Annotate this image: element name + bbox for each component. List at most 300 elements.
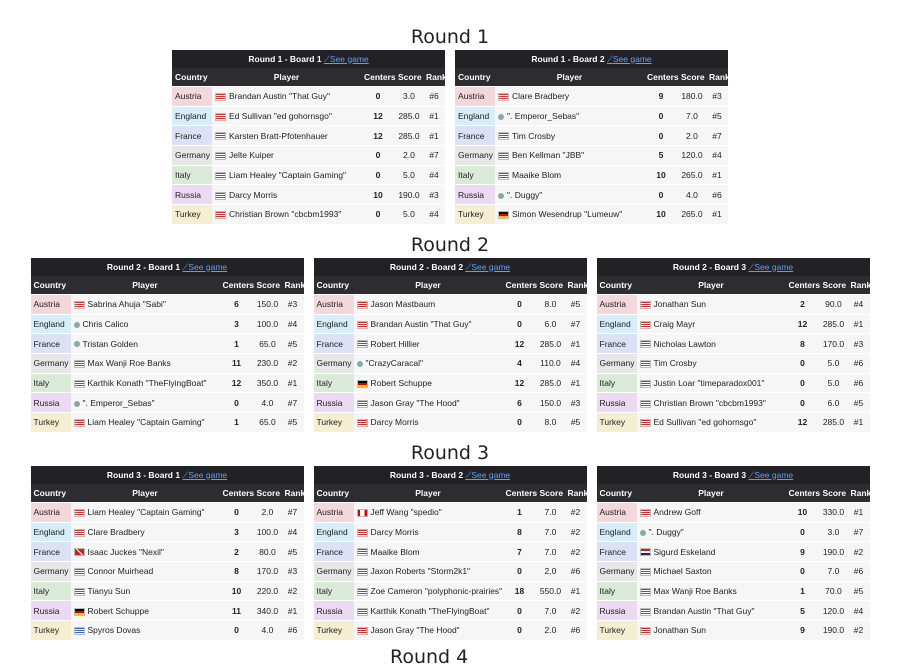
player-name[interactable]: Robert Hillier xyxy=(370,338,420,349)
centers-cell: 0 xyxy=(785,522,819,542)
table-row xyxy=(314,413,587,432)
player-name[interactable]: Isaac Juckes "Nexil" xyxy=(87,546,164,557)
centers-cell: 3 xyxy=(219,522,253,542)
see-game-link[interactable] xyxy=(182,470,227,480)
country-cell: France xyxy=(455,126,495,146)
board-title-text: Round 3 - Board 2 xyxy=(389,469,464,480)
player-cell xyxy=(495,87,644,107)
table-row xyxy=(31,373,304,393)
flag-icon xyxy=(357,340,368,348)
player-name[interactable]: Jonathan Sun xyxy=(653,625,706,636)
player-cell xyxy=(637,413,786,432)
country-cell: Austria xyxy=(31,295,71,315)
link-icon: ⟋ xyxy=(606,53,613,64)
see-game-link[interactable] xyxy=(465,262,510,272)
rank-cell: #7 xyxy=(847,522,869,542)
score-cell: 285.0 xyxy=(819,413,847,432)
rank-cell: #6 xyxy=(423,87,445,107)
round-title: Round 2 xyxy=(410,234,490,256)
player-name[interactable]: Karthik Konath "TheFlyingBoat" xyxy=(370,605,490,616)
player-name[interactable]: Connor Muirhead xyxy=(87,566,154,577)
player-name[interactable]: Christian Brown "cbcbm1993" xyxy=(653,397,766,408)
rank-cell: #3 xyxy=(281,295,303,315)
player-name[interactable]: Darcy Morris xyxy=(370,417,419,428)
flag-icon xyxy=(640,340,651,348)
player-name[interactable]: Jeff Wang "spedio" xyxy=(370,507,442,518)
player-name[interactable]: Brandan Austin "That Guy" xyxy=(229,91,331,102)
rank-cell: #1 xyxy=(847,314,869,334)
player-name[interactable]: Tristan Golden xyxy=(82,338,138,349)
player-name[interactable]: Robert Schuppe xyxy=(370,378,432,389)
country-cell: Austria xyxy=(597,503,637,523)
col-centers: Centers xyxy=(502,276,536,295)
table-row xyxy=(455,87,728,107)
country-cell: Germany xyxy=(597,354,637,374)
player-name[interactable]: Tianyu Sun xyxy=(87,586,131,597)
player-name[interactable]: Robert Schuppe xyxy=(87,605,149,616)
round-title: Round 1 xyxy=(410,26,490,48)
table-row xyxy=(314,393,587,413)
score-cell: 7.0 xyxy=(819,562,847,582)
table-row xyxy=(172,106,445,126)
rank-cell: #3 xyxy=(564,393,586,413)
player-cell xyxy=(354,354,503,374)
table-row xyxy=(31,522,304,542)
col-player: Player xyxy=(637,276,786,295)
table-row xyxy=(455,146,728,166)
score-cell: 2.0 xyxy=(395,146,423,166)
table-row xyxy=(314,503,587,523)
col-centers: Centers xyxy=(361,68,395,87)
flag-icon xyxy=(74,529,85,537)
player-name[interactable]: ". Duggy" xyxy=(648,527,684,538)
rank-cell: #7 xyxy=(281,393,303,413)
col-score: Score xyxy=(678,68,706,87)
col-player: Player xyxy=(71,276,220,295)
country-cell: Turkey xyxy=(31,413,71,432)
col-rank: Rank xyxy=(423,68,445,87)
rank-cell: #5 xyxy=(281,542,303,562)
player-name[interactable]: ". Emperor_Sebas" xyxy=(507,111,580,122)
centers-cell: 0 xyxy=(219,393,253,413)
player-name[interactable]: "CrazyCaracal" xyxy=(365,358,424,369)
centers-cell: 5 xyxy=(644,146,678,166)
player-name[interactable]: Spyros Dovas xyxy=(87,625,141,636)
player-name[interactable]: Michael Saxton xyxy=(653,566,712,577)
player-cell xyxy=(71,354,220,374)
player-cell xyxy=(71,522,220,542)
player-name[interactable]: Nicholas Lawton xyxy=(653,338,716,349)
board-title-text: Round 2 - Board 2 xyxy=(389,261,464,272)
player-cell xyxy=(212,165,361,185)
centers-cell: 0 xyxy=(644,185,678,205)
col-player: Player xyxy=(71,484,220,503)
table-row xyxy=(597,354,870,374)
score-cell: 350.0 xyxy=(253,373,281,393)
table-row xyxy=(172,87,445,107)
flag-icon xyxy=(74,360,85,368)
rank-cell: #4 xyxy=(847,601,869,621)
flag-icon xyxy=(498,193,504,199)
table-row xyxy=(597,581,870,601)
score-cell: 4.0 xyxy=(253,621,281,640)
flag-icon xyxy=(640,627,651,635)
rank-cell: #4 xyxy=(847,295,869,315)
score-cell: 5.0 xyxy=(395,205,423,224)
flag-icon xyxy=(640,380,651,388)
flag-icon xyxy=(74,380,85,388)
centers-cell: 0 xyxy=(502,562,536,582)
table-row xyxy=(455,126,728,146)
player-name[interactable]: Craig Mayr xyxy=(653,319,696,330)
player-name[interactable]: ". Duggy" xyxy=(507,189,543,200)
player-cell xyxy=(212,146,361,166)
rank-cell: #7 xyxy=(564,314,586,334)
player-cell xyxy=(71,314,220,334)
score-cell: 265.0 xyxy=(678,205,706,224)
score-cell: 7.0 xyxy=(678,106,706,126)
player-name[interactable]: Clare Bradbery xyxy=(512,91,570,102)
flag-icon xyxy=(74,608,85,616)
flag-icon xyxy=(215,113,226,121)
table-row xyxy=(172,185,445,205)
player-name[interactable]: Tim Crosby xyxy=(653,358,697,369)
centers-cell: 0 xyxy=(785,393,819,413)
link-icon: ⟋ xyxy=(748,469,755,480)
col-score: Score xyxy=(819,276,847,295)
col-rank: Rank xyxy=(564,484,586,503)
table-row xyxy=(597,621,870,640)
player-name[interactable]: Max Wanji Roe Banks xyxy=(87,358,171,369)
table-row xyxy=(31,393,304,413)
col-rank: Rank xyxy=(564,276,586,295)
col-rank: Rank xyxy=(847,276,869,295)
player-cell xyxy=(495,165,644,185)
rank-cell: #2 xyxy=(281,354,303,374)
board-table xyxy=(172,50,445,224)
centers-cell: 0 xyxy=(502,601,536,621)
country-cell: Russia xyxy=(314,601,354,621)
player-cell xyxy=(495,146,644,166)
col-centers: Centers xyxy=(219,484,253,503)
board-title-text: Round 3 - Board 1 xyxy=(106,469,181,480)
boards-row xyxy=(0,466,900,640)
player-name[interactable]: Max Wanji Roe Banks xyxy=(653,586,737,597)
score-cell: 180.0 xyxy=(678,87,706,107)
player-name[interactable]: Jaxon Roberts "Storm2k1" xyxy=(370,566,471,577)
board-table xyxy=(314,466,587,640)
player-name[interactable]: Jason Mastbaum xyxy=(370,299,436,310)
score-cell: 7.0 xyxy=(536,542,564,562)
player-name[interactable]: Karsten Bratt-Pfotenhauer xyxy=(229,130,328,141)
col-centers: Centers xyxy=(785,276,819,295)
country-cell: Germany xyxy=(314,562,354,582)
score-cell: 190.0 xyxy=(819,542,847,562)
score-cell: 80.0 xyxy=(253,542,281,562)
player-cell xyxy=(637,562,786,582)
score-cell: 285.0 xyxy=(395,126,423,146)
table-row xyxy=(172,165,445,185)
country-cell: Germany xyxy=(31,354,71,374)
table-row xyxy=(314,314,587,334)
rank-cell: #2 xyxy=(847,542,869,562)
col-centers: Centers xyxy=(502,484,536,503)
table-row xyxy=(31,314,304,334)
score-cell: 285.0 xyxy=(536,334,564,354)
table-row xyxy=(314,581,587,601)
player-name[interactable]: ". Emperor_Sebas" xyxy=(82,397,155,408)
see-game-label: See game xyxy=(471,261,511,272)
centers-cell: 10 xyxy=(219,581,253,601)
table-row xyxy=(314,542,587,562)
col-country: Country xyxy=(31,484,71,503)
player-cell xyxy=(354,314,503,334)
table-row xyxy=(597,562,870,582)
centers-cell: 0 xyxy=(502,295,536,315)
player-cell xyxy=(354,503,503,523)
player-cell xyxy=(71,542,220,562)
centers-cell: 12 xyxy=(502,373,536,393)
rank-cell: #4 xyxy=(423,165,445,185)
player-cell xyxy=(71,621,220,640)
rank-cell: #1 xyxy=(281,601,303,621)
player-name[interactable]: Karthik Konath "TheFlyingBoat" xyxy=(87,378,207,389)
player-cell xyxy=(71,393,220,413)
player-name[interactable]: Brandan Austin "That Guy" xyxy=(653,605,755,616)
score-cell: 550.0 xyxy=(536,581,564,601)
rank-cell: #1 xyxy=(847,503,869,523)
rank-cell: #6 xyxy=(847,373,869,393)
board-title-text: Round 2 - Board 1 xyxy=(106,261,181,272)
country-cell: Turkey xyxy=(597,413,637,432)
board-table xyxy=(597,258,870,432)
boards-row xyxy=(0,258,900,432)
flag-icon xyxy=(640,568,651,576)
rank-cell: #6 xyxy=(281,621,303,640)
player-cell xyxy=(354,562,503,582)
score-cell: 3.0 xyxy=(819,522,847,542)
player-name[interactable]: Liam Healey "Captain Gaming" xyxy=(229,170,347,181)
player-cell xyxy=(71,581,220,601)
player-cell xyxy=(71,334,220,354)
country-cell: England xyxy=(172,106,212,126)
player-name[interactable]: Darcy Morris xyxy=(229,189,278,200)
player-cell xyxy=(71,295,220,315)
board-title xyxy=(172,50,445,68)
flag-icon xyxy=(215,172,226,180)
player-name[interactable]: Sabrina Ahuja "Sabi" xyxy=(87,299,166,310)
table-row xyxy=(455,185,728,205)
centers-cell: 8 xyxy=(502,522,536,542)
flag-icon xyxy=(74,341,80,347)
player-cell xyxy=(71,373,220,393)
table-row xyxy=(31,354,304,374)
country-cell: England xyxy=(314,522,354,542)
flag-icon xyxy=(357,509,368,517)
flag-icon xyxy=(74,301,85,309)
player-cell xyxy=(212,126,361,146)
centers-cell: 5 xyxy=(785,601,819,621)
rank-cell: #6 xyxy=(564,621,586,640)
table-row xyxy=(597,601,870,621)
rank-cell: #4 xyxy=(706,146,728,166)
centers-cell: 6 xyxy=(502,393,536,413)
country-cell: Italy xyxy=(314,581,354,601)
centers-cell: 0 xyxy=(644,106,678,126)
player-cell xyxy=(495,205,644,224)
col-country: Country xyxy=(314,484,354,503)
table-row xyxy=(31,581,304,601)
table-row xyxy=(314,334,587,354)
score-cell: 5.0 xyxy=(395,165,423,185)
board-title xyxy=(314,258,587,276)
player-cell xyxy=(637,621,786,640)
player-cell xyxy=(495,106,644,126)
centers-cell: 7 xyxy=(502,542,536,562)
boards-row xyxy=(0,50,900,224)
score-cell: 265.0 xyxy=(678,165,706,185)
flag-icon xyxy=(357,400,368,408)
rank-cell: #2 xyxy=(847,621,869,640)
player-cell xyxy=(495,185,644,205)
player-name[interactable]: Justin Loar "timeparadox001" xyxy=(653,378,765,389)
table-row xyxy=(455,165,728,185)
centers-cell: 12 xyxy=(219,373,253,393)
flag-icon xyxy=(498,152,509,160)
see-game-label: See game xyxy=(754,261,794,272)
score-cell: 190.0 xyxy=(395,185,423,205)
table-row xyxy=(597,295,870,315)
see-game-link[interactable] xyxy=(748,470,793,480)
flag-icon xyxy=(357,608,368,616)
player-name[interactable]: Liam Healey "Captain Gaming" xyxy=(87,507,205,518)
table-row xyxy=(31,334,304,354)
flag-icon xyxy=(74,548,85,556)
player-cell xyxy=(637,522,786,542)
player-cell xyxy=(354,522,503,542)
table-row xyxy=(314,621,587,640)
score-cell: 340.0 xyxy=(253,601,281,621)
centers-cell: 0 xyxy=(361,205,395,224)
col-country: Country xyxy=(31,276,71,295)
country-cell: England xyxy=(31,522,71,542)
player-name[interactable]: Chris Calico xyxy=(82,319,129,330)
score-cell: 150.0 xyxy=(253,295,281,315)
player-name[interactable]: Jason Gray "The Hood" xyxy=(370,397,460,408)
board-title xyxy=(455,50,728,68)
col-rank: Rank xyxy=(706,68,728,87)
player-name[interactable]: Ed Sullivan "ed gohornsgo" xyxy=(653,417,757,428)
player-cell xyxy=(637,295,786,315)
player-cell xyxy=(637,503,786,523)
player-name[interactable]: Christian Brown "cbcbm1993" xyxy=(229,209,342,220)
player-name[interactable]: Clare Bradbery xyxy=(87,527,145,538)
country-cell: Russia xyxy=(597,393,637,413)
rank-cell: #7 xyxy=(423,146,445,166)
player-cell xyxy=(637,314,786,334)
player-name[interactable]: Sigurd Eskeland xyxy=(653,546,716,557)
player-name[interactable]: Liam Healey "Captain Gaming" xyxy=(87,417,205,428)
score-cell: 5.0 xyxy=(819,373,847,393)
player-name[interactable]: Jonathan Sun xyxy=(653,299,706,310)
col-score: Score xyxy=(253,484,281,503)
table-row xyxy=(31,295,304,315)
rank-cell: #4 xyxy=(564,354,586,374)
see-game-link[interactable] xyxy=(748,262,793,272)
col-player: Player xyxy=(354,484,503,503)
table-row xyxy=(455,205,728,224)
table-row xyxy=(314,562,587,582)
country-cell: Germany xyxy=(314,354,354,374)
player-name[interactable]: Ben Kellman "JBB" xyxy=(512,150,585,161)
flag-icon xyxy=(357,419,368,427)
country-cell: France xyxy=(314,542,354,562)
player-cell xyxy=(71,562,220,582)
board-table xyxy=(31,466,304,640)
player-name[interactable]: Jelte Kuiper xyxy=(229,150,274,161)
table-row xyxy=(31,413,304,432)
player-name[interactable]: Darcy Morris xyxy=(370,527,419,538)
flag-icon xyxy=(357,568,368,576)
table-row xyxy=(314,601,587,621)
score-cell: 8.0 xyxy=(536,295,564,315)
rank-cell: #3 xyxy=(423,185,445,205)
board-title xyxy=(597,258,870,276)
see-game-link[interactable] xyxy=(465,470,510,480)
see-game-link[interactable] xyxy=(324,54,369,64)
flag-icon xyxy=(357,548,368,556)
centers-cell: 0 xyxy=(502,413,536,432)
player-name[interactable]: Andrew Goff xyxy=(653,507,701,518)
player-cell xyxy=(212,185,361,205)
flag-icon xyxy=(215,132,226,140)
player-name[interactable]: Zoe Cameron "polyphonic-prairies" xyxy=(370,586,503,597)
link-icon: ⟋ xyxy=(182,469,189,480)
centers-cell: 1 xyxy=(785,581,819,601)
board-title-text: Round 1 - Board 1 xyxy=(248,53,322,64)
see-game-label: See game xyxy=(471,469,511,480)
flag-icon xyxy=(74,509,85,517)
country-cell: Italy xyxy=(455,165,495,185)
flag-icon xyxy=(640,360,651,368)
rank-cell: #1 xyxy=(706,165,728,185)
player-name[interactable]: Brandan Austin "That Guy" xyxy=(370,319,472,330)
see-game-link[interactable] xyxy=(607,54,652,64)
see-game-label: See game xyxy=(754,469,794,480)
player-name[interactable]: Maaike Blom xyxy=(512,170,562,181)
player-cell xyxy=(637,393,786,413)
centers-cell: 3 xyxy=(219,314,253,334)
flag-icon xyxy=(357,627,368,635)
player-name[interactable]: Ed Sullivan "ed gohornsgo" xyxy=(229,111,332,122)
table-row xyxy=(455,106,728,126)
table-row xyxy=(314,354,587,374)
centers-cell: 0 xyxy=(785,562,819,582)
rank-cell: #4 xyxy=(281,314,303,334)
score-cell: 6.0 xyxy=(536,314,564,334)
flag-icon xyxy=(640,301,651,309)
country-cell: Austria xyxy=(314,503,354,523)
rank-cell: #6 xyxy=(847,354,869,374)
see-game-link[interactable] xyxy=(182,262,227,272)
player-name[interactable]: Jason Gray "The Hood" xyxy=(370,625,460,636)
player-name[interactable]: Tim Crosby xyxy=(512,130,556,141)
see-game-label: See game xyxy=(188,261,228,272)
player-cell xyxy=(354,393,503,413)
table-row xyxy=(597,413,870,432)
player-name[interactable]: Maaike Blom xyxy=(370,546,420,557)
player-name[interactable]: Simon Wesendrup "Lumeuw" xyxy=(512,209,623,220)
